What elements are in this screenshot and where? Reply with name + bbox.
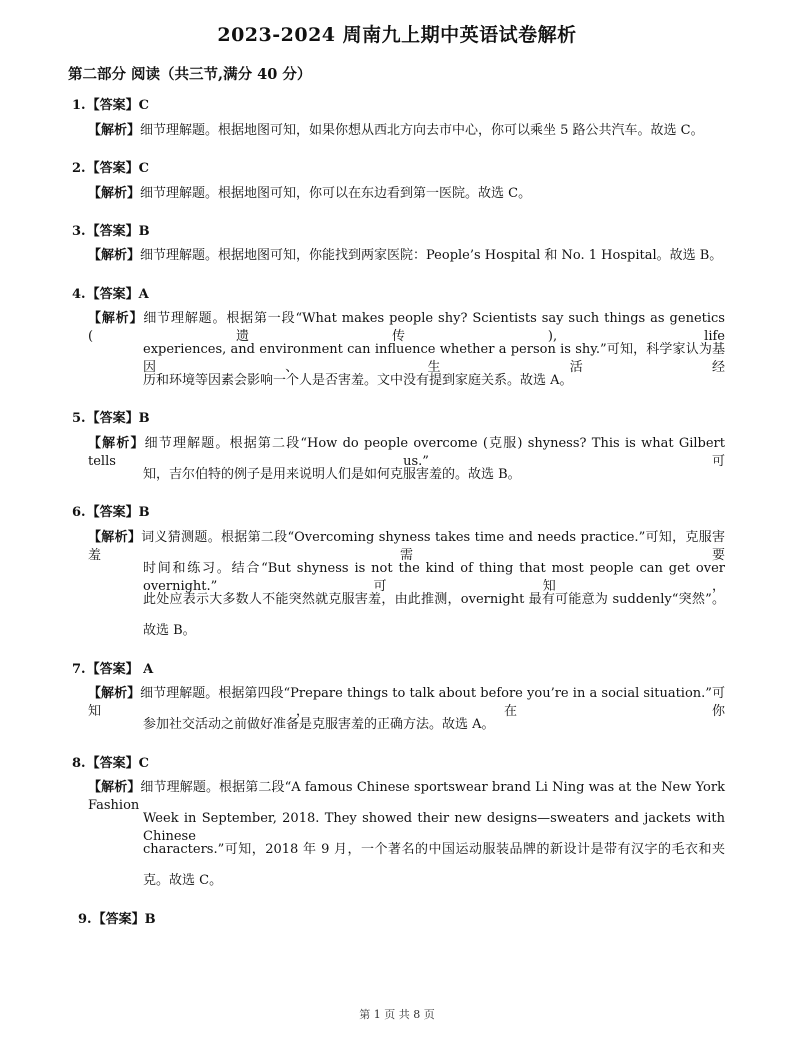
answer-label: 【答案】 bbox=[86, 756, 139, 771]
question-number: 7. bbox=[72, 662, 86, 677]
analysis-line bbox=[88, 185, 531, 203]
answer-row bbox=[72, 658, 153, 677]
question-number: 2. bbox=[72, 161, 86, 176]
answer-label: 【答案】 bbox=[86, 287, 139, 302]
question-number: 8. bbox=[72, 756, 86, 771]
answer-row bbox=[72, 501, 150, 520]
answer-value: B bbox=[144, 912, 156, 927]
analysis-text: 细节理解题。根据第一段“What makes people shy? Scientists say such things as genetics (遗传), life bbox=[88, 311, 725, 344]
analysis-text: 细节理解题。根据地图可知，你可以在东边看到第一医院。故选 C。 bbox=[140, 186, 532, 201]
answer-label: 【答案】 bbox=[86, 161, 139, 176]
analysis-label: 【解析】 bbox=[88, 686, 141, 701]
question-number: 5. bbox=[72, 411, 86, 426]
answer-label: 【答案】 bbox=[86, 505, 139, 520]
answer-value: C bbox=[138, 161, 149, 176]
analysis-line bbox=[88, 122, 704, 140]
question-number: 6. bbox=[72, 505, 86, 520]
analysis-label: 【解析】 bbox=[88, 780, 141, 795]
analysis-line bbox=[88, 247, 722, 265]
answer-row bbox=[72, 752, 149, 771]
question-number: 4. bbox=[72, 287, 86, 302]
answer-value: A bbox=[138, 287, 149, 302]
answer-row bbox=[72, 283, 149, 302]
analysis-label: 【解析】 bbox=[88, 436, 145, 451]
analysis-text: 细节理解题。根据第二段“How do people overcome (克服) shyness? This is what Gilbert tells us.”可 bbox=[88, 436, 725, 469]
answer-value: A bbox=[138, 662, 154, 677]
analysis-line: characters.”可知，2018 年 9 月，一个著名的中国运动服装品牌的新设计是带有汉字的毛衣和夹 bbox=[143, 842, 725, 857]
analysis-label: 【解析】 bbox=[88, 123, 141, 138]
analysis-label: 【解析】 bbox=[88, 530, 142, 545]
analysis-line: 此处应表示大多数人不能突然就克服害羞，由此推测，overnight 最有可能意为 suddenly“突然”。 bbox=[143, 592, 725, 607]
answer-label: 【答案】 bbox=[86, 224, 139, 239]
answer-value: C bbox=[138, 756, 149, 771]
analysis-text: 词义猜测题。根据第二段“Overcoming shyness takes time and needs practice.”可知，克服害羞需要 bbox=[88, 530, 725, 563]
analysis-line: 历和环境等因素会影响一个人是否害羞。文中没有提到家庭关系。故选 A。 bbox=[143, 373, 573, 388]
page-footer: 第 1 页 共 8 页 bbox=[359, 1008, 435, 1021]
question-number: 3. bbox=[72, 224, 86, 239]
answer-row bbox=[72, 157, 149, 176]
analysis-line: Week in September, 2018. They showed their new designs—sweaters and jackets with Chinese bbox=[143, 811, 725, 844]
answer-row bbox=[72, 407, 150, 426]
document-title: 2023-2024 周南九上期中英语试卷解析 bbox=[217, 24, 577, 46]
analysis-label: 【解析】 bbox=[88, 248, 141, 263]
analysis-line: 知，吉尔伯特的例子是用来说明人们是如何克服害羞的。故选 B。 bbox=[143, 467, 521, 482]
answer-value: B bbox=[138, 224, 150, 239]
analysis-text: 细节理解题。根据地图可知，你能找到两家医院：People’s Hospital 和 No. 1 Hospital。故选 B。 bbox=[140, 248, 723, 263]
analysis-label: 【解析】 bbox=[88, 186, 141, 201]
analysis-line: 时间和练习。结合“But shyness is not the kind of thing that most people can get over overnight.”可知， bbox=[143, 561, 725, 594]
answer-value: C bbox=[138, 98, 149, 113]
answer-row bbox=[72, 220, 150, 239]
answer-row bbox=[72, 94, 149, 113]
answer-label: 【答案】 bbox=[86, 662, 139, 677]
answer-label: 【答案】 bbox=[86, 411, 139, 426]
answer-value: B bbox=[138, 411, 150, 426]
answer-row bbox=[78, 908, 156, 927]
analysis-text: 细节理解题。根据第二段“A famous Chinese sportswear brand Li Ning was at the New York Fashion bbox=[88, 780, 725, 813]
answer-value: B bbox=[138, 505, 150, 520]
question-number: 9. bbox=[78, 912, 92, 927]
analysis-text: 细节理解题。根据第四段“Prepare things to talk about before you’re in a social situation.”可知，在你 bbox=[88, 686, 725, 719]
analysis-label: 【解析】 bbox=[88, 311, 144, 326]
analysis-line: 参加社交活动之前做好准备是克服害羞的正确方法。故选 A。 bbox=[143, 717, 495, 732]
question-number: 1. bbox=[72, 98, 86, 113]
answer-label: 【答案】 bbox=[92, 912, 145, 927]
analysis-line: 故选 B。 bbox=[143, 623, 196, 638]
analysis-line: 克。故选 C。 bbox=[143, 873, 223, 888]
analysis-line: experiences, and environment can influence whether a person is shy.”可知，科学家认为基因、生活经 bbox=[143, 342, 725, 375]
section-heading: 第二部分 阅读（共三节,满分 40 分） bbox=[68, 66, 312, 83]
analysis-text: 细节理解题。根据地图可知，如果你想从西北方向去市中心，你可以乘坐 5 路公共汽车。故选 C。 bbox=[140, 123, 704, 138]
answer-label: 【答案】 bbox=[86, 98, 139, 113]
